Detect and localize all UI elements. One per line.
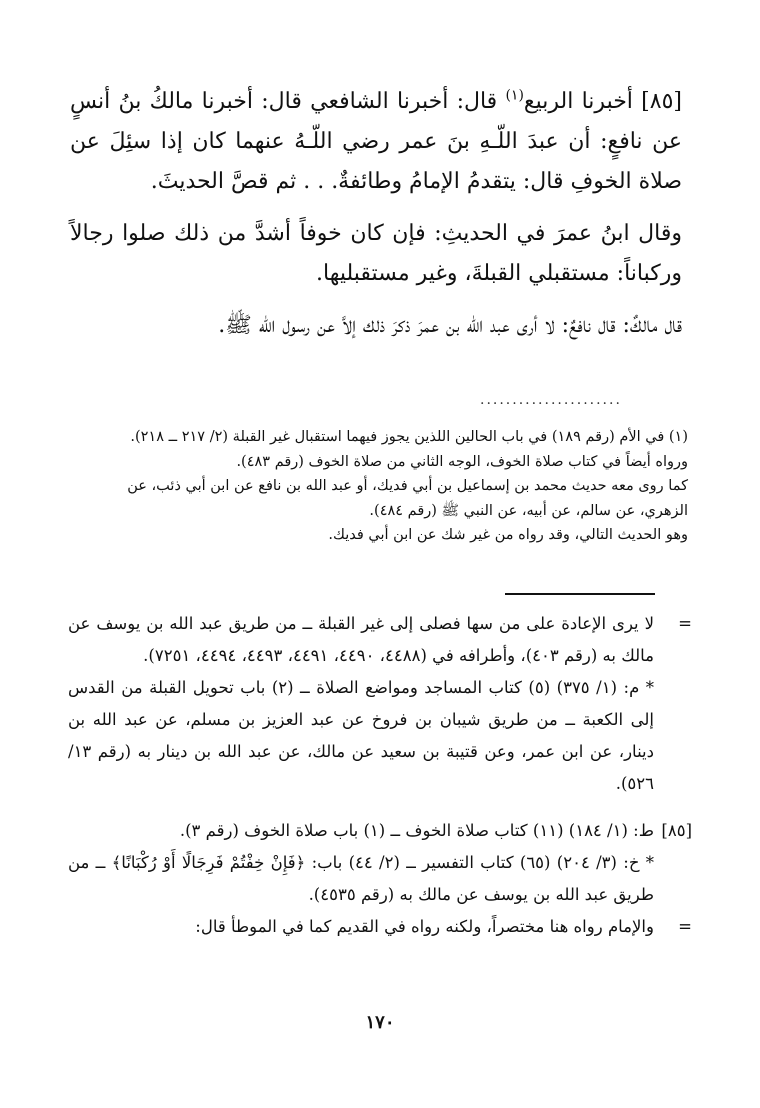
footnote-line: كما روى معه حديث محمد بن إسماعيل بن أبي فديك، أو عبد الله بن نافع عن ابن أبي ذئب، عن الزهري، عن سالم، عن أبيه، عن النبي ﷺ (رقم ٤٨٤). [127,478,688,519]
hadith-number-label: [٨٥] [661,821,692,840]
commentary-paragraph: * م: (١/ ٣٧٥) (٥) كتاب المساجد ومواضع الصلاة ــ (٢) باب تحويل القبلة من القدس إلى الكعبة ــ من طريق شيبان بن فروخ عن عبد العزيز بن مسلم، عن عبد الله بن دينار، عن ابن عمر، وعن قتيبة بن سعيد عن مالك، عن عبد الله بن دينار به (رقم ١٣/ ٥٢٦). [68,678,655,793]
footnote-line: (١) في الأم (رقم ١٨٩) في باب الحالين اللذين يجوز فيهما استقبال غير القبلة (٢/ ٢١٧ ــ ٢١٨). [130,429,688,445]
hadith-text: قال: أخبرنا الشافعي قال: أخبرنا مالكُ بنُ أنسٍ عن نافعٍ: أن عبدَ اللّـهِ بنَ عمر رضي اللّـهُ عنهما كان إذا سئِلَ عن صلاة الخوفِ قال: يتقدمُ الإمامُ وطائفةٌ. . . ثم قصَّ الحديثَ. [70,89,682,194]
spacer [68,800,692,815]
commentary-paragraph: والإمام رواه هنا مختصراً، ولكنه رواه في القديم كما في الموطأ قال: [195,917,654,936]
commentary-paragraph: لا يرى الإعادة على من سها فصلى إلى غير القبلة ــ من طريق عبد الله بن يوسف عن مالك به (رقم ٤٠٣)، وأطرافه في (٤٤٨٨، ٤٤٩٠، ٤٤٩١، ٤٤٩٣، ٤٤٩٤، ٧٢٥١). [68,614,654,665]
continuation-mark: = [678,614,692,633]
ibn-umar-paragraph: وقال ابنُ عمرَ في الحديثِ: فإن كان خوفاً أشدَّ من ذلك صلوا رجالاً وركباناً: مستقبلي القبلةَ، وغير مستقبليها. [70,221,682,286]
commentary-divider [505,593,655,595]
footnote-line: ورواه أيضاً في كتاب صلاة الخوف، الوجه الثاني من صلاة الخوف (رقم ٤٨٣). [236,453,688,470]
commentary-final [68,911,692,943]
footnote-line: وهو الحديث التالي، وقد رواه من غير شك عن ابن أبي فديك. [328,527,688,543]
footnote-reference-1[interactable]: (١) [505,87,524,104]
commentary-85 [68,815,692,911]
commentary-continuation [68,608,692,800]
hadith-opening: [٨٥] أخبرنا الربيع [523,89,683,114]
main-text [70,82,682,358]
footnotes [115,425,688,548]
commentary [68,608,692,943]
footnote-separator: ...................... [480,392,622,408]
commentary-paragraph: ط: (١/ ١٨٤) (١١) كتاب صلاة الخوف ــ (١) باب صلاة الخوف (رقم ٣). [179,821,654,840]
page-number: ١٧٠ [365,1012,395,1033]
commentary-paragraph: * خ: (٣/ ٢٠٤) (٦٥) كتاب التفسير ــ (٢/ ٤٤) باب: ﴿فَإِنْ خِفْتُمْ فَرِجَالًا أَوْ رُكْبَانًا﴾ ــ من طريق عبد الله بن يوسف عن مالك به (رقم ٤٥٣٥). [68,853,655,904]
continuation-mark: = [678,917,692,936]
hadith-paragraph-85 [70,82,682,202]
malik-nafi-paragraph: قال مالكٌ: قال نافعٌ: لا أرى عبد الله بن عمرَ ذكرَ ذلك إلاَّ عن رسول الله ﷺ. [218,313,682,338]
